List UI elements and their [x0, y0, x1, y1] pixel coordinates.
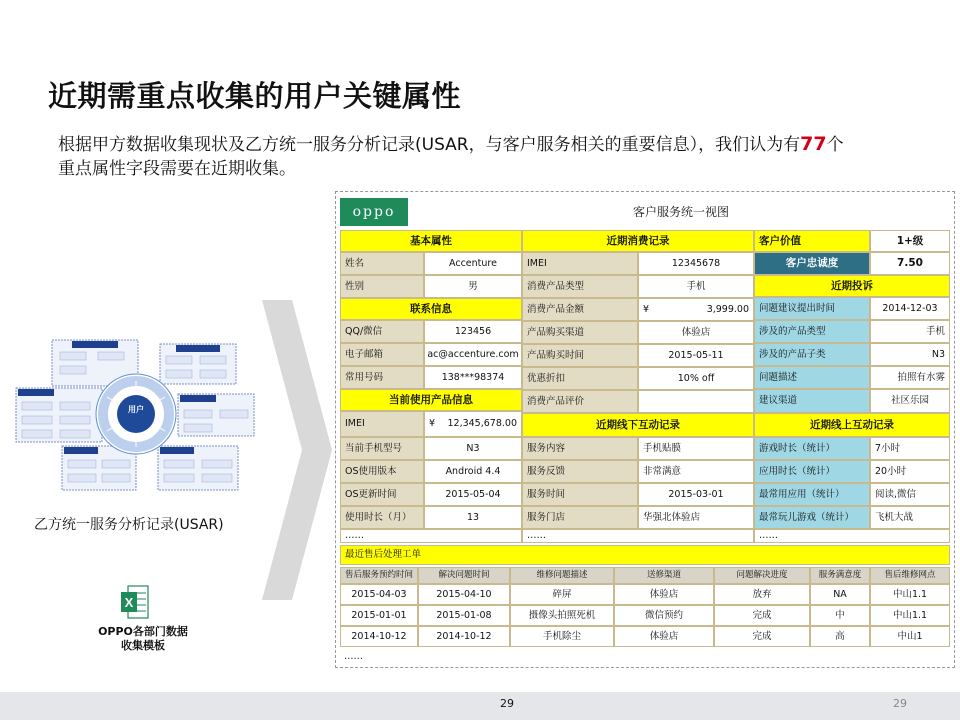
- orders-cell: 中山1.1: [870, 605, 950, 626]
- ellipsis-cell: ……: [754, 529, 950, 543]
- recent-value: [638, 390, 754, 413]
- offline-value: 华强北体验店: [638, 506, 754, 529]
- recent-label: 消费产品金额: [522, 298, 638, 321]
- orders-cell: 摄像头拍照死机: [510, 605, 614, 626]
- online-label: 最常玩儿游戏（统计）: [754, 506, 870, 529]
- product-value: 13: [424, 506, 522, 529]
- svg-text:X: X: [124, 595, 134, 610]
- product-label: IMEI: [340, 411, 424, 437]
- intro-line-2: 重点属性字段需要在近期收集。: [58, 159, 296, 179]
- intro-part-b: 个: [826, 135, 844, 155]
- section-current-product: 当前使用产品信息: [340, 389, 522, 411]
- intro-part-a: 根据甲方数据收集现状及乙方统一服务分析记录(USAR，与客户服务相关的重要信息），我们认为有: [58, 135, 801, 155]
- recent-label: IMEI: [522, 252, 638, 275]
- section-recent-purchase: 近期消费记录: [522, 230, 754, 252]
- complaint-label: 问题建议提出时间: [754, 297, 870, 320]
- contact-value: 123456: [424, 320, 522, 343]
- usar-caption: 乙方统一服务分析记录(USAR): [34, 517, 224, 533]
- page-title: 近期需重点收集的用户关键属性: [48, 79, 462, 113]
- section-offline-interaction: 近期线下互动记录: [522, 413, 754, 437]
- offline-label: 服务门店: [522, 506, 638, 529]
- orders-header-cell: 问题解决进度: [714, 567, 810, 584]
- usar-diagram-svg: [14, 336, 260, 496]
- oppo-logo-text: oppo: [352, 204, 396, 220]
- recent-value: 手机: [638, 275, 754, 298]
- offline-value: 2015-03-01: [638, 483, 754, 506]
- product-currency: ¥: [429, 418, 436, 430]
- ellipsis-cell: ……: [340, 529, 522, 543]
- orders-cell: 2015-04-03: [340, 584, 418, 605]
- product-value: Android 4.4: [424, 460, 522, 483]
- orders-cell: 放弃: [714, 584, 810, 605]
- orders-header-cell: 维修问题描述: [510, 567, 614, 584]
- recent-value: 体验店: [638, 321, 754, 344]
- customer-loyalty-value: 7.50: [870, 252, 950, 275]
- recent-label: 消费产品类型: [522, 275, 638, 298]
- ellipsis-cell: ……: [522, 529, 754, 543]
- oppo-logo: [340, 198, 408, 226]
- intro-highlight-number: 77: [800, 133, 827, 155]
- contact-value: 138***98374: [424, 366, 522, 389]
- orders-title: 最近售后处理工单: [340, 545, 950, 565]
- product-label: 当前手机型号: [340, 437, 424, 460]
- complaint-value: N3: [870, 343, 950, 366]
- basic-label: 性别: [340, 275, 424, 298]
- page-number-center: 29: [500, 697, 514, 710]
- offline-value: 手机贴膜: [638, 437, 754, 460]
- orders-header-cell: 售后维修网点: [870, 567, 950, 584]
- complaint-value: 2014-12-03: [870, 297, 950, 320]
- product-value: 2015-05-04: [424, 483, 522, 506]
- orders-cell: 手机除尘: [510, 626, 614, 647]
- section-customer-value: 客户价值: [754, 230, 870, 252]
- recent-amount-cell: [638, 298, 754, 321]
- product-imei-cell: [424, 411, 522, 437]
- recent-value: 10% off: [638, 367, 754, 390]
- recent-label: 优惠折扣: [522, 367, 638, 390]
- excel-template-label: [88, 625, 198, 653]
- excel-label-line-2: 收集模板: [121, 639, 165, 652]
- orders-header-cell: 送修渠道: [614, 567, 714, 584]
- online-value: 20小时: [870, 460, 950, 483]
- orders-header-cell: 解决问题时间: [418, 567, 510, 584]
- orders-cell: 2014-10-12: [340, 626, 418, 647]
- usar-center-label: 用户: [128, 405, 144, 414]
- basic-label: 姓名: [340, 252, 424, 275]
- orders-cell: 中山1.1: [870, 584, 950, 605]
- recent-value: 12345678: [638, 252, 754, 275]
- orders-cell: 2014-10-12: [418, 626, 510, 647]
- section-contact: 联系信息: [340, 298, 522, 320]
- right-arrow-graphic: [262, 300, 332, 600]
- orders-cell: 2015-01-08: [418, 605, 510, 626]
- complaint-label: 建议渠道: [754, 389, 870, 413]
- customer-view-panel: [335, 191, 955, 668]
- complaint-value: 手机: [870, 320, 950, 343]
- contact-label: 电子邮箱: [340, 343, 424, 366]
- recent-value: 2015-05-11: [638, 344, 754, 367]
- product-label: OS使用版本: [340, 460, 424, 483]
- excel-label-line-1: OPPO各部门数据: [98, 625, 188, 638]
- complaint-label: 涉及的产品子类: [754, 343, 870, 366]
- footer-bar: [0, 692, 960, 720]
- online-value: 7小时: [870, 437, 950, 460]
- excel-icon: [120, 584, 150, 620]
- orders-cell: 体验店: [614, 626, 714, 647]
- complaint-value: 社区乐园: [870, 389, 950, 413]
- section-online-interaction: 近期线上互动记录: [754, 413, 950, 437]
- orders-cell: NA: [810, 584, 870, 605]
- online-label: 应用时长（统计）: [754, 460, 870, 483]
- product-value: 12,345,678.00: [447, 418, 517, 430]
- product-label: 使用时长（月）: [340, 506, 424, 529]
- customer-loyalty-label: 客户忠诚度: [754, 252, 870, 275]
- panel-header: 客户服务统一视图: [632, 205, 729, 219]
- offline-label: 服务反馈: [522, 460, 638, 483]
- page-number-right: 29: [893, 697, 907, 710]
- offline-value: 非常满意: [638, 460, 754, 483]
- orders-cell: 完成: [714, 626, 810, 647]
- contact-label: QQ/微信: [340, 320, 424, 343]
- complaint-label: 涉及的产品类型: [754, 320, 870, 343]
- section-complaints: 近期投诉: [754, 275, 950, 297]
- orders-cell: 中山1: [870, 626, 950, 647]
- orders-cell: 2015-01-01: [340, 605, 418, 626]
- orders-ellipsis: ……: [344, 651, 363, 663]
- section-basic: 基本属性: [340, 230, 522, 252]
- orders-cell: 高: [810, 626, 870, 647]
- orders-cell: 体验店: [614, 584, 714, 605]
- complaint-value: 拍照有水雾: [870, 366, 950, 389]
- complaint-label: 问题描述: [754, 366, 870, 389]
- recent-label: 消费产品评价: [522, 390, 638, 413]
- recent-value: 3,999.00: [706, 303, 749, 315]
- customer-value: 1+级: [870, 230, 950, 252]
- basic-value: 男: [424, 275, 522, 298]
- orders-cell: 碎屏: [510, 584, 614, 605]
- basic-value: Accenture: [424, 252, 522, 275]
- product-value: N3: [424, 437, 522, 460]
- product-label: OS更新时间: [340, 483, 424, 506]
- orders-cell: 中: [810, 605, 870, 626]
- recent-currency: ¥: [643, 303, 650, 315]
- orders-cell: 完成: [714, 605, 810, 626]
- online-label: 游戏时长（统计）: [754, 437, 870, 460]
- orders-cell: 2015-04-10: [418, 584, 510, 605]
- online-value: 飞机大战: [870, 506, 950, 529]
- recent-label: 产品购买渠道: [522, 321, 638, 344]
- recent-label: 产品购买时间: [522, 344, 638, 367]
- usar-diagram: [14, 336, 260, 496]
- offline-label: 服务时间: [522, 483, 638, 506]
- orders-header-cell: 售后服务预约时间: [340, 567, 418, 584]
- orders-cell: 微信预约: [614, 605, 714, 626]
- online-label: 最常用应用（统计）: [754, 483, 870, 506]
- intro-text: [58, 132, 948, 181]
- contact-value: ac@accenture.com: [424, 343, 522, 366]
- offline-label: 服务内容: [522, 437, 638, 460]
- online-value: 阅读,微信: [870, 483, 950, 506]
- orders-header-cell: 服务满意度: [810, 567, 870, 584]
- contact-label: 常用号码: [340, 366, 424, 389]
